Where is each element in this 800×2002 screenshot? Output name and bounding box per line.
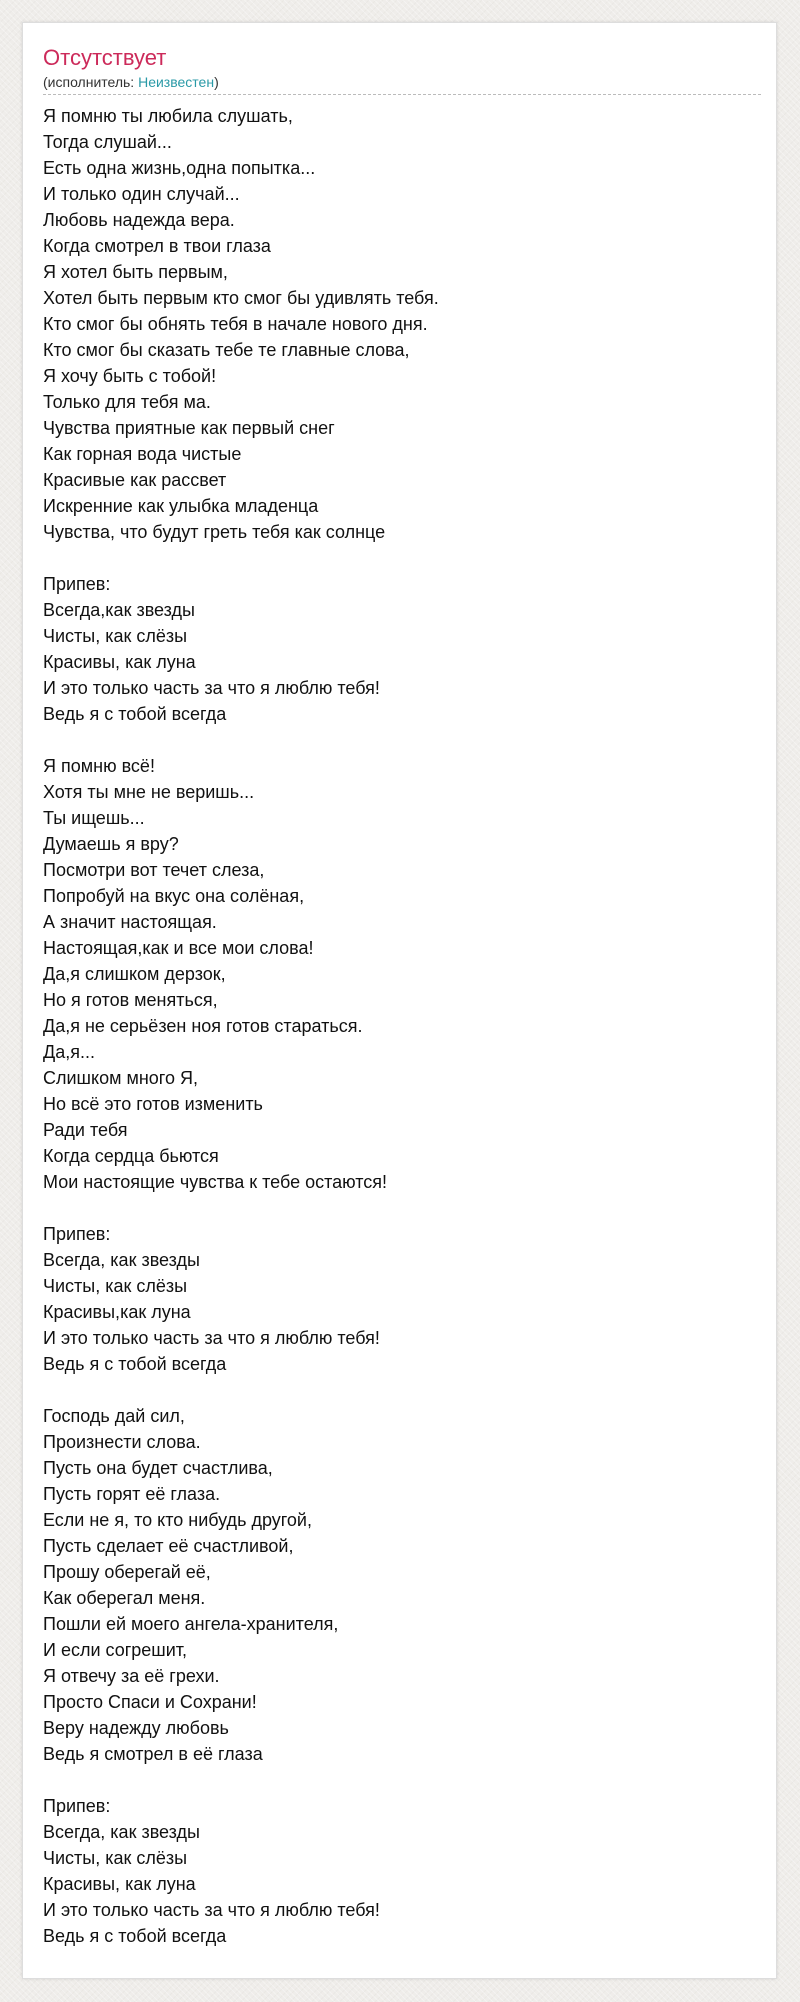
lyric-line: Припев: [43, 1796, 111, 1816]
lyric-line: Пошли ей моего ангела-хранителя, [43, 1614, 339, 1634]
lyric-line: И это только часть за что я люблю тебя! [43, 1328, 380, 1348]
song-title: Отсутствует [43, 45, 167, 70]
lyric-line: Да,я не серьёзен ноя готов стараться. [43, 1016, 363, 1036]
lyric-line: Ради тебя [43, 1120, 128, 1140]
lyric-line: Я отвечу за её грехи. [43, 1666, 220, 1686]
lyric-line: Когда сердца бьются [43, 1146, 219, 1166]
lyrics-card [22, 22, 777, 1979]
lyric-line: Слишком много Я, [43, 1068, 198, 1088]
lyric-line: Я хочу быть с тобой! [43, 366, 217, 386]
lyric-line: Господь дай сил, [43, 1406, 185, 1426]
lyrics-body [43, 103, 761, 1949]
lyric-line: Ведь я с тобой всегда [43, 1354, 227, 1374]
song-header [43, 43, 761, 95]
lyric-line: Если не я, то кто нибудь другой, [43, 1510, 312, 1530]
lyric-line: Искренние как улыбка младенца [43, 496, 319, 516]
lyric-line: Красивы, как луна [43, 652, 196, 672]
lyric-line: Да,я... [43, 1042, 95, 1062]
lyric-line: Я помню ты любила слушать, [43, 106, 293, 126]
blank-line [43, 545, 761, 571]
lyric-line: Всегда,как звезды [43, 600, 195, 620]
artist-prefix: (исполнитель: [43, 74, 139, 90]
lyric-line: Но всё это готов изменить [43, 1094, 263, 1114]
lyric-line: Просто Спаси и Сохрани! [43, 1692, 257, 1712]
lyric-line: Тогда слушай... [43, 132, 172, 152]
lyric-line: Как оберегал меня. [43, 1588, 206, 1608]
lyric-line: Красивы,как луна [43, 1302, 191, 1322]
lyric-line: Ведь я с тобой всегда [43, 1926, 227, 1946]
lyric-line: Любовь надежда вера. [43, 210, 235, 230]
lyric-line: Я помню всё! [43, 756, 155, 776]
lyric-line: Есть одна жизнь,одна попытка... [43, 158, 316, 178]
lyric-line: Красивые как рассвет [43, 470, 227, 490]
lyric-line: Всегда, как звезды [43, 1250, 200, 1270]
artist-line [43, 73, 761, 95]
lyric-line: Хотел быть первым кто смог бы удивлять тебя. [43, 288, 439, 308]
lyric-line: Но я готов меняться, [43, 990, 218, 1010]
lyric-line: Чисты, как слёзы [43, 1848, 188, 1868]
lyric-line: Настоящая,как и все мои слова! [43, 938, 314, 958]
lyric-line: Кто смог бы сказать тебе те главные слова, [43, 340, 410, 360]
lyric-line: Мои настоящие чувства к тебе остаются! [43, 1172, 388, 1192]
lyric-line: И если согрешит, [43, 1640, 188, 1660]
lyric-line: Припев: [43, 1224, 111, 1244]
blank-line [43, 727, 761, 753]
lyric-line: Как горная вода чистые [43, 444, 242, 464]
lyric-line: Чувства, что будут греть тебя как солнце [43, 522, 386, 542]
lyric-line: Чисты, как слёзы [43, 1276, 188, 1296]
lyric-line: Хотя ты мне не веришь... [43, 782, 255, 802]
lyric-line: Только для тебя ма. [43, 392, 211, 412]
lyric-line: А значит настоящая. [43, 912, 217, 932]
lyric-line: Ведь я с тобой всегда [43, 704, 227, 724]
artist-link[interactable]: Неизвестен [138, 74, 215, 90]
lyric-line: Посмотри вот течет слеза, [43, 860, 265, 880]
blank-line [43, 1195, 761, 1221]
lyric-line: Чисты, как слёзы [43, 626, 188, 646]
lyric-line: И это только часть за что я люблю тебя! [43, 1900, 380, 1920]
lyric-line: Пусть горят её глаза. [43, 1484, 221, 1504]
lyric-line: И это только часть за что я люблю тебя! [43, 678, 380, 698]
lyric-line: Думаешь я вру? [43, 834, 179, 854]
lyric-line: Красивы, как луна [43, 1874, 196, 1894]
lyric-line: И только один случай... [43, 184, 240, 204]
lyric-line: Да,я слишком дерзок, [43, 964, 226, 984]
lyric-line: Всегда, как звезды [43, 1822, 200, 1842]
lyric-line: Попробуй на вкус она солёная, [43, 886, 305, 906]
artist-suffix: ) [214, 74, 219, 90]
lyric-line: Прошу оберегай её, [43, 1562, 211, 1582]
lyric-line: Пусть она будет счастлива, [43, 1458, 273, 1478]
lyric-line: Пусть сделает её счастливой, [43, 1536, 294, 1556]
lyric-line: Я хотел быть первым, [43, 262, 228, 282]
lyric-line: Припев: [43, 574, 111, 594]
lyric-line: Веру надежду любовь [43, 1718, 229, 1738]
blank-line [43, 1767, 761, 1793]
lyric-line: Кто смог бы обнять тебя в начале нового дня. [43, 314, 428, 334]
lyric-line: Чувства приятные как первый снег [43, 418, 335, 438]
lyric-line: Произнести слова. [43, 1432, 201, 1452]
lyric-line: Когда смотрел в твои глаза [43, 236, 271, 256]
lyric-line: Ты ищешь... [43, 808, 145, 828]
blank-line [43, 1377, 761, 1403]
lyric-line: Ведь я смотрел в её глаза [43, 1744, 263, 1764]
